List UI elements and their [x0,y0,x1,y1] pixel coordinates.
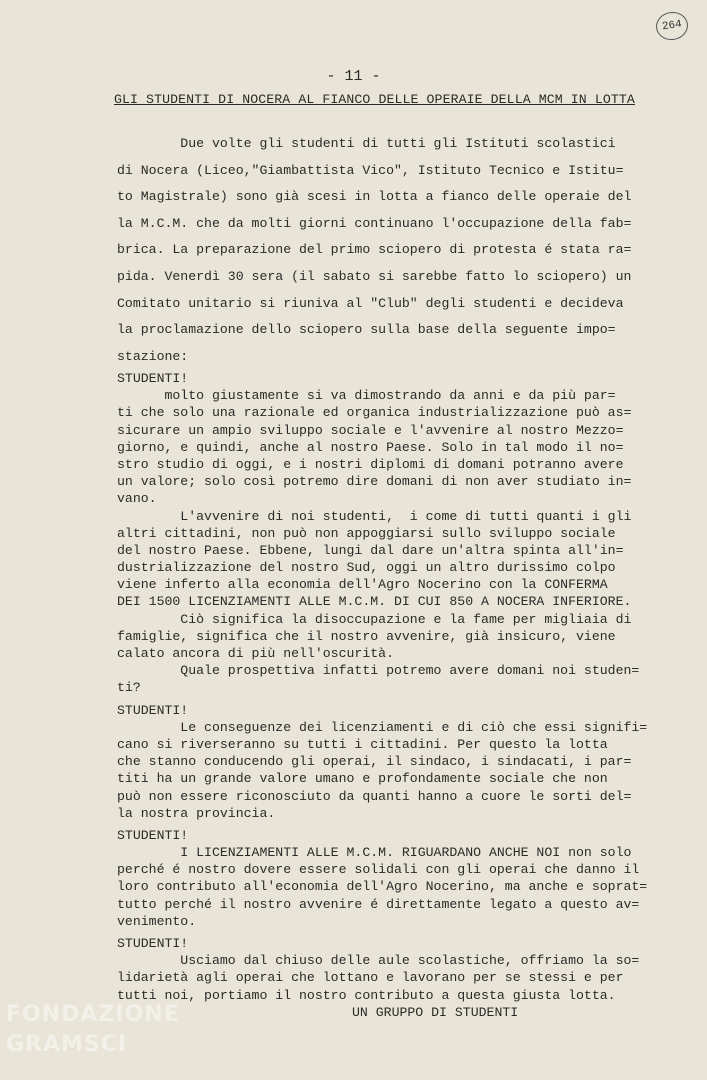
section-line: Usciamo dal chiuso delle aule scolastiche, offriamo la so= [117,953,640,969]
section-line: tutti noi, portiamo il nostro contributo a questa giusta lotta. [117,987,616,1003]
section-line: famiglie, significa che il nostro avvenire, già insicuro, viene [117,628,616,644]
section-line: Le conseguenze dei licenziamenti e di ciò che essi signifi= [117,719,648,735]
section-line: che stanno conducendo gli operai, il sindaco, i sindacati, i par= [117,754,632,770]
leaflet-section [117,370,662,697]
intro-line: di Nocera (Liceo,"Giambattista Vico", Istituto Tecnico e Istitu= [117,162,624,178]
section-line: giorno, e quindi, anche al nostro Paese. Solo in tal modo il no= [117,439,624,455]
section-line: viene inferto alla economia dell'Agro Nocerino con la CONFERMA [117,577,608,593]
intro-line: Comitato unitario si riuniva al "Club" degli studenti e decideva [117,295,624,311]
section-line: molto giustamente si va dimostrando da anni e da più par= [117,388,616,404]
section-line: dustrializzazione del nostro Sud, oggi un altro durissimo colpo [117,560,616,576]
leaflet-section [117,702,662,822]
section-line: DEI 1500 LICENZIAMENTI ALLE M.C.M. DI CUI 850 A NOCERA INFERIORE. [117,594,632,610]
intro-line: stazione: [117,348,189,364]
section-line: altri cittadini, non può non appoggiarsi sullo sviluppo sociale [117,525,616,541]
watermark-logo [6,1000,180,1060]
section-line: calato ancora di più nell'oscurità. [117,646,394,661]
watermark-line: GRAMSCI [6,1032,128,1057]
leaflet-section [117,827,662,930]
section-line: sicurare un ampio sviluppo sociale e l'avvenire al nostro Mezzo= [117,422,624,438]
section-line: venimento. [117,913,197,929]
section-heading: STUDENTI! [117,827,189,843]
intro-line: la M.C.M. che da molti giorni continuano l'occupazione della fab= [117,215,632,231]
section-line: Ciò significa la disoccupazione e la fame per migliaia di [117,611,632,627]
section-line: perché é nostro dovere essere solidali con gli operai che danno il [117,862,640,878]
section-heading: STUDENTI! [117,702,189,718]
section-line: ti? [117,680,141,696]
section-line: titi ha un grande valore umano e profondamente sociale che non [117,771,608,787]
section-line: vano. [117,491,157,507]
leaflet-section [117,935,662,1004]
section-line: stro studio di oggi, e i nostri diplomi di domani potranno avere [117,456,624,472]
section-line: L'avvenire di noi studenti, i come di tutti quanti i gli [117,508,632,524]
intro-line: la proclamazione dello sciopero sulla base della seguente impo= [117,322,616,338]
archive-stamp: 264 [654,10,690,42]
intro-line: Due volte gli studenti di tutti gli Istituti scolastici [117,136,616,151]
section-line: la nostra provincia. [117,805,276,821]
section-line: del nostro Paese. Ebbene, lungi dal dare un'altra spinta all'in= [117,542,624,558]
leaflet-body [117,370,662,1004]
page-number: - 11 - [326,68,381,85]
section-line: può non essere riconosciuto da quanti hanno a cuore le sorti del= [117,788,632,804]
section-line: Quale prospettiva infatti potremo avere domani noi studen= [117,663,640,679]
intro-line: to Magistrale) sono già scesi in lotta a fianco delle operaie del [117,189,632,205]
intro-paragraph [117,131,662,370]
section-line: lidarietà agli operai che lottano e lavorano per se stessi e per [117,970,624,986]
section-line: ti che solo una razionale ed organica industrializzazione può as= [117,405,632,421]
section-heading: STUDENTI! [117,936,189,951]
signature: UN GRUPPO DI STUDENTI [352,1005,519,1020]
section-line: cano si riverseranno su tutti i cittadini. Per questo la lotta [117,736,608,752]
intro-line: brica. La preparazione del primo sciopero di protesta é stata ra= [117,242,632,258]
section-line: tutto perché il nostro avvenire é direttamente legato a questo av= [117,896,640,912]
section-line: un valore; solo così potremo dire domani di non aver studiato in= [117,474,632,490]
section-line: loro contributo all'economia dell'Agro Nocerino, ma anche e soprat= [117,879,648,895]
section-line: I LICENZIAMENTI ALLE M.C.M. RIGUARDANO ANCHE NOI non solo [117,845,632,861]
intro-line: pida. Venerdì 30 sera (il sabato si sarebbe fatto lo sciopero) un [117,268,632,284]
watermark-line: FONDAZIONE [6,1002,180,1027]
section-heading: STUDENTI! [117,371,189,386]
document-title: GLI STUDENTI DI NOCERA AL FIANCO DELLE OPERAIE DELLA MCM IN LOTTA [114,92,635,107]
